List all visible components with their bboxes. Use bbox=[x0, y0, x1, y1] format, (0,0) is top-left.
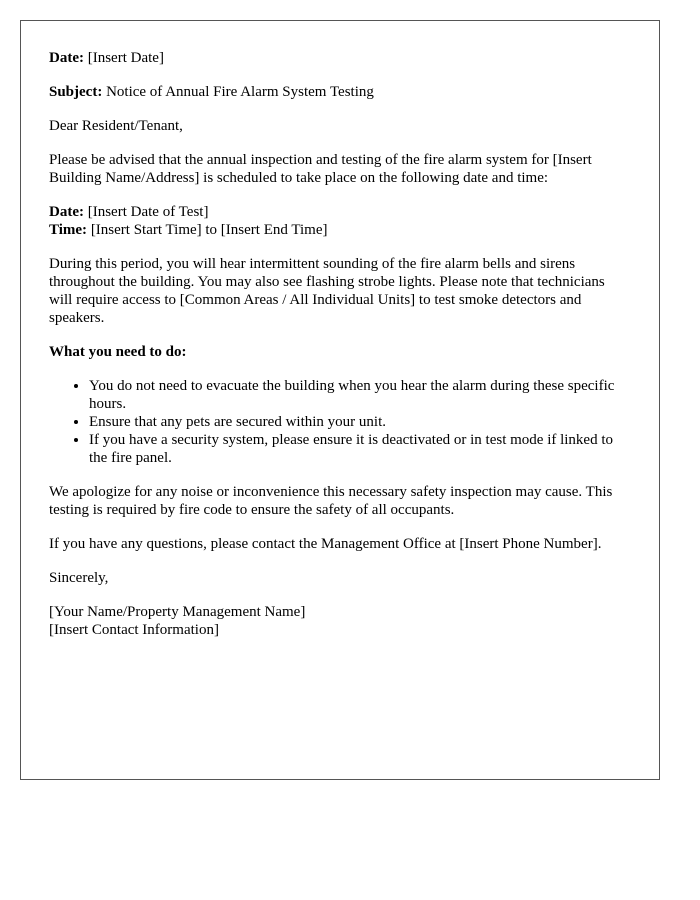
date-label: Date: bbox=[49, 50, 84, 66]
schedule-block bbox=[49, 203, 631, 239]
subject-value: Notice of Annual Fire Alarm System Testing bbox=[102, 84, 374, 100]
questions-paragraph: If you have any questions, please contact the Management Office at [Insert Phone Number]. bbox=[49, 536, 602, 552]
period-paragraph: During this period, you will hear intermittent sounding of the fire alarm bells and sirens throughout the building. You may also see flashing strobe lights. Please note that technicians will require access to [Common Areas / All Individual Units] to test smoke detectors and speakers. bbox=[49, 256, 605, 326]
subject-line bbox=[49, 83, 631, 101]
closing: Sincerely, bbox=[49, 570, 109, 586]
test-time-value: [Insert Start Time] to [Insert End Time] bbox=[87, 222, 328, 238]
list-item: • If you have a security system, please ensure it is deactivated or in test mode if linked to the fire panel. bbox=[89, 431, 631, 467]
signature-name: [Your Name/Property Management Name] bbox=[49, 604, 306, 620]
todo-list bbox=[49, 377, 631, 467]
list-item: • You do not need to evacuate the building when you hear the alarm during these specific hours. bbox=[89, 377, 631, 413]
date-line bbox=[49, 49, 631, 67]
list-item: • Ensure that any pets are secured within your unit. bbox=[89, 413, 631, 431]
intro-paragraph: Please be advised that the annual inspection and testing of the fire alarm system for [Insert Building Name/Address] is scheduled to take place on the following date and time: bbox=[49, 152, 592, 186]
signature-block bbox=[49, 603, 631, 639]
todo-heading bbox=[49, 343, 631, 361]
test-date-value: [Insert Date of Test] bbox=[83, 204, 209, 220]
letter-document bbox=[20, 20, 660, 780]
test-time-label: Time: bbox=[49, 222, 88, 238]
test-date-label: Date: bbox=[49, 204, 84, 220]
todo-heading-text: What you need to do: bbox=[49, 344, 187, 360]
apology-paragraph: We apologize for any noise or inconvenience this necessary safety inspection may cause. This testing is required by fire code to ensure the safety of all occupants. bbox=[49, 484, 613, 518]
salutation: Dear Resident/Tenant, bbox=[49, 118, 183, 134]
subject-label: Subject: bbox=[49, 84, 103, 100]
date-value: [Insert Date] bbox=[83, 50, 164, 66]
signature-contact: [Insert Contact Information] bbox=[49, 622, 219, 638]
